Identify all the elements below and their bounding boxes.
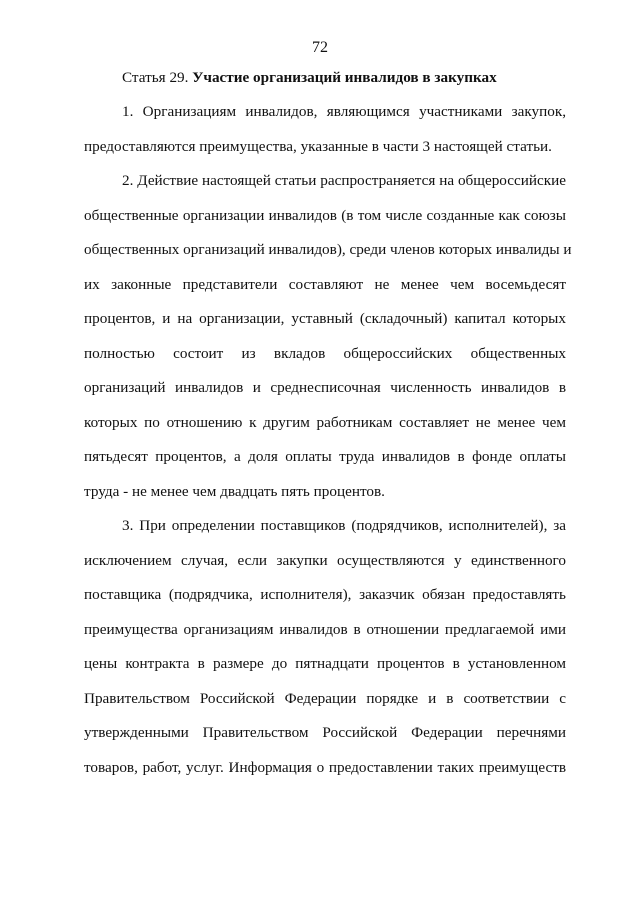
paragraph-line: цены контракта в размере до пятнадцати процентов в установленном	[84, 655, 566, 672]
paragraph-line: труда - не менее чем двадцать пять процентов.	[84, 482, 385, 500]
paragraph-line: Правительством Российской Федерации порядке и в соответствии с	[84, 689, 566, 707]
paragraph-line: их законные представители составляют не менее чем восемьдесят	[84, 275, 566, 293]
paragraph-line: процентов, и на организации, уставный (складочный) капитал которых	[84, 310, 566, 327]
page-number: 72	[312, 39, 328, 56]
article-title: Участие организаций инвалидов в закупках	[192, 69, 497, 86]
paragraph-line: общественных организаций инвалидов), среди членов которых инвалиды и	[84, 241, 572, 258]
paragraph-line: предоставляются преимущества, указанные в части 3 настоящей статьи.	[84, 137, 552, 155]
document-body	[84, 68, 572, 792]
paragraph-line: товаров, работ, услуг. Информация о предоставлении таких преимуществ	[84, 758, 566, 776]
paragraph-line: утвержденными Правительством Российской Федерации перечнями	[84, 724, 566, 741]
paragraph-line: полностью состоит из вкладов общероссийских общественных	[84, 344, 566, 362]
paragraph-1	[84, 102, 566, 171]
paragraph-2	[84, 171, 572, 516]
article-heading	[84, 68, 566, 88]
paragraph-line: которых по отношению к другим работникам составляет не менее чем	[84, 413, 566, 431]
article-label: Статья 29.	[122, 69, 189, 86]
paragraph-line: поставщика (подрядчика, исполнителя), заказчик обязан предоставлять	[84, 586, 566, 603]
paragraph-line: исключением случая, если закупки осуществляются у единственного	[84, 551, 566, 569]
paragraph-line: организаций инвалидов и среднесписочная численность инвалидов в	[84, 379, 566, 396]
paragraph-line: общественные организации инвалидов (в том числе созданные как союзы	[84, 206, 566, 224]
paragraph-line: 3. При определении поставщиков (подрядчиков, исполнителей), за	[122, 517, 566, 534]
paragraph-3	[84, 516, 566, 792]
paragraph-line: 2. Действие настоящей статьи распространяется на общероссийские	[122, 172, 566, 189]
paragraph-line: пятьдесят процентов, а доля оплаты труда инвалидов в фонде оплаты	[84, 448, 566, 465]
paragraph-line: преимущества организациям инвалидов в отношении предлагаемой ими	[84, 620, 566, 638]
paragraph-line: 1. Организациям инвалидов, являющимся участниками закупок,	[122, 103, 566, 120]
